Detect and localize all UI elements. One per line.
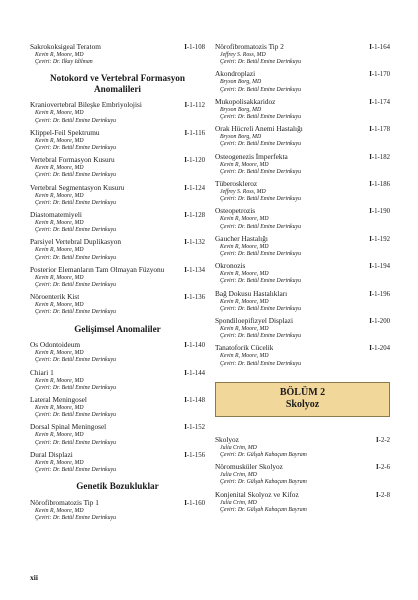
toc-entry [215,261,390,285]
toc-entry-row [30,498,205,508]
toc-entry [215,97,390,121]
toc-page-ref: I-1-120 [184,157,205,165]
toc-page-number: 1-200 [374,318,390,326]
toc-entry-title: Nöromusküler Skolyoz [215,462,283,472]
toc-entry-row [30,292,205,302]
toc-entry [215,179,390,203]
toc-translator: Çeviri: Dr. Betül Emine Derinkuyu [35,357,116,364]
toc-page-ref-prefix: I [369,71,372,79]
toc-entry-row [215,42,390,52]
toc-page-number: 1-174 [374,98,390,106]
toc-page-ref: I-1-190 [369,208,390,216]
toc-page-ref: I-1-152 [184,424,205,432]
toc-page-ref: I-2-2 [376,436,390,444]
toc-translator: Çeviri: Dr. Betül Emine Derinkuyu [35,439,116,446]
toc-entry-row [215,261,390,271]
toc-entry [215,435,390,459]
toc-page-ref-prefix: I [369,44,372,51]
toc-translator: Çeviri: Dr. Betül Emine Derinkuyu [35,227,116,234]
toc-entry-title: Nöroenterik Kist [30,292,80,302]
toc-entry [30,183,205,207]
toc-page-ref: I-1-186 [369,181,390,189]
toc-entry-row [215,124,390,134]
toc-entry [215,124,390,148]
toc-entry [30,128,205,152]
toc-page-ref: I-1-174 [369,98,390,106]
toc-page-number: 1-148 [189,396,205,404]
toc-author: Kevin R, Moore, MD [35,137,84,144]
toc-page-ref: I-1-194 [369,263,390,271]
toc-page-ref-prefix: I [184,369,187,377]
toc-page-ref-prefix: I [369,345,372,353]
chapter-title: Skolyoz [285,398,320,410]
toc-entry-row [30,210,205,220]
toc-author: Kevin R, Moore, MD [35,404,84,411]
chapter-number: BÖLÜM 2 [279,386,326,398]
toc-entry-title: Nörofibromatozis Tip 2 [215,42,284,51]
toc-entry-row [215,97,390,107]
toc-translator: Çeviri: Dr. Betül Emine Derinkuyu [220,333,301,340]
toc-page-ref: I-1-200 [369,318,390,326]
page-number: xii [30,573,38,582]
toc-author: Kevin R, Moore, MD [35,274,84,281]
toc-page-ref-prefix: I [184,102,188,110]
toc-page-number: 1-182 [374,153,390,161]
toc-entry-title: Posterior Elemanların Tam Olmayan Füzyonu [30,264,165,274]
toc-entry-title: Akondroplazi [215,69,256,79]
section-heading: Gelişimsel Anomaliler [74,323,161,334]
toc-entry [215,316,390,340]
toc-page-number: 1-128 [189,212,205,220]
toc-author: Kevin R, Moore, MD [35,350,84,357]
toc-translator: Çeviri: Dr. Betül Emine Derinkuyu [35,309,116,316]
toc-translator: Çeviri: Dr. Betül Emine Derinkuyu [35,254,116,261]
toc-page-ref-prefix: I [184,129,188,137]
toc-right-column [215,42,390,517]
toc-entry-row [30,450,205,460]
toc-translator: Çeviri: Dr. Betül Emine Derinkuyu [220,59,301,66]
toc-author: Kevin R, Moore, MD [35,432,84,439]
toc-entry-title: Vertebral Segmentasyon Kusuru [30,182,125,192]
toc-entry [215,42,390,66]
toc-entry-title: Konjenital Skolyoz ve Kifoz [215,489,299,499]
toc-translator: Çeviri: Dr. Betül Emine Derinkuyu [220,168,301,175]
toc-page-ref: I-1-132 [184,239,205,247]
toc-entry-title: Lateral Meningosel [30,394,87,404]
toc-translator: Çeviri: Dr. Ilkay Idilman [35,59,93,66]
toc-entry [30,422,205,446]
toc-entry-row [30,155,205,165]
toc-entry-row [215,462,390,472]
toc-page-ref-prefix: I [184,266,187,274]
toc-entry-title: Osteogenezis İmperfekta [215,151,288,161]
toc-page-ref-prefix: I [184,44,187,51]
toc-entry [30,210,205,234]
toc-page-ref-prefix: I [369,98,372,106]
toc-entry-title: Bağ Dokusu Hastalıkları [215,288,288,298]
toc-author: Julia Crim, MD [220,499,257,506]
toc-author: Kevin R, Moore, MD [35,52,84,58]
toc-entry-row [30,100,205,110]
toc-entry [30,368,205,392]
toc-entry-row [215,490,390,500]
toc-page-ref-prefix: I [184,451,187,459]
toc-page-ref: I-1-144 [184,369,205,377]
toc-author: Kevin R, Moore, MD [35,247,84,254]
toc-page-ref: I-1-128 [184,212,205,220]
toc-entry-title: Osteopetrozis [215,206,256,216]
toc-entry-row [30,128,205,138]
toc-author: Kevin R, Moore, MD [220,161,269,168]
toc-author: Julia Crim, MD [220,472,257,479]
toc-entry-title: Nörofibromatozis Tip 1 [30,497,99,507]
toc-entry [215,462,390,486]
toc-entry-row [215,234,390,244]
toc-page-number: 1-116 [189,129,205,137]
toc-entry [215,490,390,514]
toc-entry [215,152,390,176]
toc-page-number: 1-170 [374,71,390,79]
toc-entry-title: Tüberoskleroz [215,179,258,189]
toc-author: Kevin R, Moore, MD [35,302,84,309]
toc-author: Jeffrey S. Ross, MD [220,189,266,196]
toc-author: Kevin R, Moore, MD [220,298,269,305]
toc-translator: Çeviri: Dr. Betül Emine Derinkuyu [35,199,116,206]
toc-page-number: 1-178 [374,126,390,134]
toc-page-ref: I-1-204 [369,345,390,353]
toc-page-ref-prefix: I [376,464,379,472]
toc-entry [215,234,390,258]
toc-page-ref-prefix: I [369,290,372,298]
toc-page-ref-prefix: I [184,499,187,507]
toc-entry-row [30,237,205,247]
toc-page-ref: I-1-134 [184,266,205,274]
toc-entry-title: Okronozis [215,261,246,271]
toc-translator: Çeviri: Dr. Gülşah Kabaçam Bayram [220,452,307,459]
toc-translator: Çeviri: Dr. Betül Emine Derinkuyu [35,412,116,419]
toc-page-ref-prefix: I [184,239,187,247]
toc-entry-title: Mukopolisakkaridoz [215,96,276,106]
toc-entry-row [30,368,205,378]
toc-author: Jeffrey S. Ross, MD [220,52,266,58]
toc-translator: Çeviri: Dr. Betül Emine Derinkuyu [35,145,116,152]
toc-entry-row [215,289,390,299]
toc-translator: Çeviri: Dr. Betül Emine Derinkuyu [35,514,116,521]
toc-translator: Çeviri: Dr. Betül Emine Derinkuyu [220,114,301,121]
toc-author: Kevin R, Moore, MD [35,110,84,117]
toc-author: Kevin R, Moore, MD [220,271,269,278]
toc-entry-row [30,422,205,432]
toc-author: Kevin R, Moore, MD [220,353,269,360]
toc-translator: Çeviri: Dr. Betül Emine Derinkuyu [35,117,116,124]
toc-author: Kevin R, Moore, MD [220,243,269,250]
toc-entry-title: Vertebral Formasyon Kusuru [30,155,115,165]
toc-author: Kevin R, Moore, MD [35,377,84,384]
toc-translator: Çeviri: Dr. Betül Emine Derinkuyu [35,384,116,391]
toc-translator: Çeviri: Dr. Betül Emine Derinkuyu [220,196,301,203]
toc-page-ref-prefix: I [184,157,187,165]
toc-entry [30,340,205,364]
toc-page-ref: I-1-192 [369,235,390,243]
toc-translator: Çeviri: Dr. Gülşah Kabaçam Bayram [220,506,307,513]
toc-page-ref-prefix: I [369,181,372,189]
toc-entry [30,498,205,522]
toc-page-ref: I-1-136 [184,294,205,302]
toc-entry [30,237,205,261]
toc-page-number: 1-186 [374,181,390,189]
toc-author: Kevin R, Moore, MD [220,326,269,333]
toc-entry-row [215,206,390,216]
toc-page-number: 1-156 [189,451,205,459]
toc-entry-row [215,343,390,353]
toc-page-ref: I-2-8 [376,491,390,499]
toc-translator: Çeviri: Dr. Betül Emine Derinkuyu [220,86,301,93]
toc-page-number: 1-120 [189,157,205,165]
toc-page-ref: I-1-156 [184,451,205,459]
toc-page-number: 1-134 [189,266,205,274]
toc-page-number: 1-124 [189,184,205,192]
toc-author: Kevin R, Moore, MD [35,459,84,466]
toc-page-number: 1-164 [374,44,390,51]
toc-left-column [30,42,205,525]
toc-entry-row [30,340,205,350]
toc-author: Kevin R, Moore, MD [35,220,84,227]
toc-entry-row [215,316,390,326]
toc-page-ref-prefix: I [184,342,187,350]
toc-entry [30,450,205,474]
toc-page-ref-prefix: I [184,212,187,220]
toc-page-number: 1-196 [374,290,390,298]
toc-entry [215,69,390,93]
toc-page-ref-prefix: I [184,396,187,404]
toc-entry [30,292,205,316]
toc-page-number: 2-6 [380,464,390,472]
toc-entry [215,343,390,367]
toc-page-ref: I-2-6 [376,464,390,472]
toc-author: Bryson Borg, MD [220,134,262,141]
toc-entry [30,42,205,66]
toc-entry-title: Skolyoz [215,434,239,444]
toc-entry-title: Parsiyel Vertebral Duplikasyon [30,237,122,247]
toc-page-number: 1-144 [189,369,205,377]
toc-translator: Çeviri: Dr. Betül Emine Derinkuyu [220,251,301,258]
toc-entry-row [30,42,205,52]
toc-translator: Çeviri: Dr. Betül Emine Derinkuyu [220,223,301,230]
toc-entry-row [215,435,390,445]
toc-entry-row [215,179,390,189]
toc-page-number: 1-160 [189,499,205,507]
toc-page-number: 1-132 [189,239,205,247]
toc-entry [215,206,390,230]
toc-entry [215,289,390,313]
toc-page-number: 1-194 [374,263,390,271]
toc-entry-title: Chiari 1 [30,367,54,377]
toc-translator: Çeviri: Dr. Betül Emine Derinkuyu [35,282,116,289]
toc-page-ref-prefix: I [369,208,372,216]
toc-entry-title: Orak Hücreli Anemi Hastalığı [215,124,303,134]
toc-page-ref-prefix: I [369,153,372,161]
toc-entry-title: Dorsal Spinal Meningosel [30,422,107,432]
toc-page-number: 1-152 [189,424,205,432]
toc-page-number: 1-140 [189,342,205,350]
toc-page-number: 1-112 [189,102,205,110]
toc-page-ref: I-1-140 [184,342,205,350]
toc-entry [30,395,205,419]
toc-page-ref-prefix: I [369,126,372,134]
toc-page-ref: I-1-148 [184,396,205,404]
toc-author: Julia Crim, MD [220,444,257,451]
toc-page-ref: I-1-160 [184,499,205,507]
toc-page-ref: I-1-108 [184,44,205,51]
toc-page-number: 1-136 [189,294,205,302]
toc-entry-row [30,395,205,405]
toc-entry-title: Spondiloepifizyel Displazi [215,316,294,326]
toc-translator: Çeviri: Dr. Betül Emine Derinkuyu [220,360,301,367]
toc-author: Kevin R, Moore, MD [35,507,84,514]
toc-translator: Çeviri: Dr. Gülşah Kabaçam Bayram [220,479,307,486]
toc-entry-row [215,152,390,162]
toc-page-ref: I-1-164 [369,44,390,51]
toc-translator: Çeviri: Dr. Betül Emine Derinkuyu [35,172,116,179]
toc-entry [30,265,205,289]
toc-translator: Çeviri: Dr. Betül Emine Derinkuyu [220,305,301,312]
toc-author: Bryson Borg, MD [220,79,262,86]
toc-page-ref: I-1-182 [369,153,390,161]
toc-page-ref: I-1-116 [184,129,205,137]
toc-author: Kevin R, Moore, MD [35,165,84,172]
toc-entry-title: Dural Displazi [30,449,73,459]
toc-entry-row [30,183,205,193]
toc-page-ref-prefix: I [376,491,379,499]
toc-page-number: 1-190 [374,208,390,216]
toc-page-ref-prefix: I [184,294,187,302]
toc-page-ref-prefix: I [184,424,187,432]
toc-page-ref-prefix: I [184,184,187,192]
toc-entry-title: Gaucher Hastalığı [215,233,268,243]
toc-page-ref: I-1-124 [184,184,205,192]
toc-entry-title: Klippel-Feil Spektrumu [30,127,100,137]
toc-page-ref: I-1-112 [184,102,205,110]
toc-page-number: 1-108 [189,44,205,51]
toc-translator: Çeviri: Dr. Betül Emine Derinkuyu [220,141,301,148]
toc-translator: Çeviri: Dr. Betül Emine Derinkuyu [220,278,301,285]
toc-page-number: 2-2 [380,436,390,444]
toc-entry [30,155,205,179]
toc-entry [30,100,205,124]
toc-entry-title: Diastomatemiyeli [30,210,82,220]
toc-page-ref: I-1-178 [369,126,390,134]
toc-page-ref-prefix: I [376,436,379,444]
toc-entry-row [215,69,390,79]
toc-entry-title: Kraniovertebral Bileşke Embriyolojisi [30,100,142,110]
toc-author: Kevin R, Moore, MD [35,192,84,199]
toc-translator: Çeviri: Dr. Betül Emine Derinkuyu [35,466,116,473]
toc-author: Bryson Borg, MD [220,106,262,113]
toc-page-number: 1-204 [374,345,390,353]
chapter-heading-box [215,382,390,417]
section-heading: Notokord ve Vertebral Formasyon Anomalileri [50,73,185,94]
toc-page-number: 2-8 [380,491,390,499]
toc-entry-row [30,265,205,275]
toc-entry-title: Sakrokoksigeal Teratom [30,42,101,51]
toc-page-number: 1-192 [374,235,390,243]
toc-page-ref-prefix: I [369,263,372,271]
toc-page-ref-prefix: I [369,235,372,243]
toc-page-ref-prefix: I [369,318,372,326]
toc-page-ref: I-1-196 [369,290,390,298]
toc-entry-title: Os Odontoideum [30,340,81,350]
toc-entry-title: Tanatoforik Cücelik [215,343,274,353]
section-heading: Genetik Bozukluklar [76,481,159,492]
toc-page-ref: I-1-170 [369,71,390,79]
toc-author: Kevin R, Moore, MD [220,216,269,223]
